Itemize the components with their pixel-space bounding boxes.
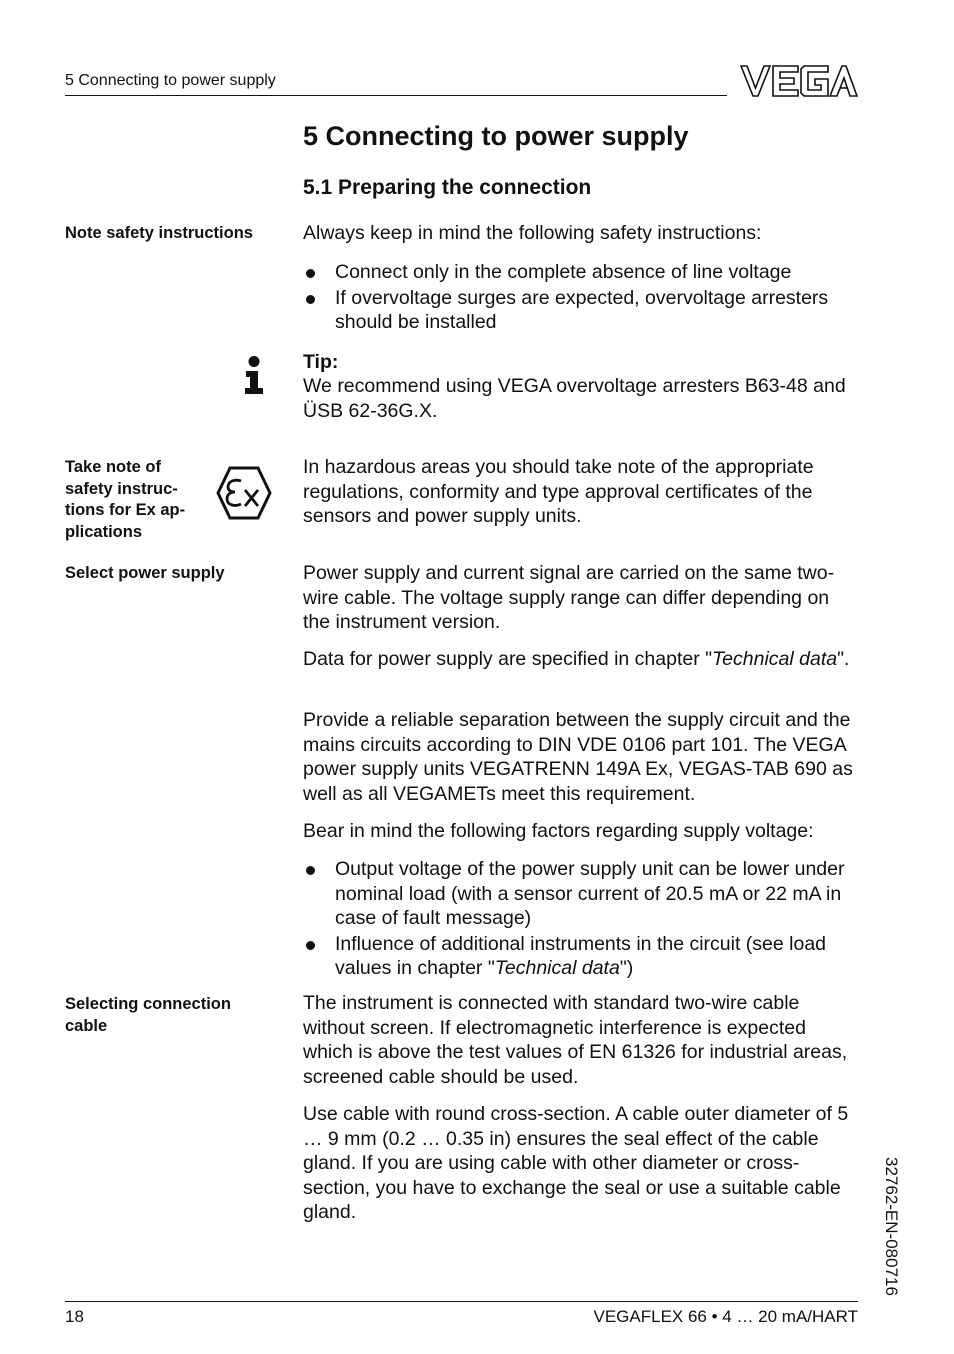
side-label-ex bbox=[65, 457, 185, 543]
page-number: 18 bbox=[65, 1307, 84, 1326]
ex-text: In hazardous areas you should take note of the appropriate regulations, conformity and type approval certificates of the sensors and power supply units. bbox=[303, 456, 814, 527]
list-item: Output voltage of the power supply unit can be lower under nominal load (with a sensor current of 20.5 mA or 22 mA in case of fault message) bbox=[303, 857, 861, 931]
text-run: ") bbox=[619, 957, 634, 979]
list-item: If overvoltage surges are expected, overvoltage arresters should be installed bbox=[303, 286, 861, 335]
info-icon bbox=[243, 355, 265, 395]
footer-product: VEGAFLEX 66 • 4 … 20 mA/HART bbox=[593, 1307, 858, 1326]
list-item bbox=[303, 932, 861, 981]
safety-intro: Always keep in mind the following safety instructions: bbox=[303, 222, 762, 244]
text-run: Influence of additional instruments in the circuit (see load values in chapter " bbox=[335, 932, 827, 979]
text-run: ". bbox=[837, 648, 850, 670]
chapter-title: 5 Connecting to power supply bbox=[303, 121, 689, 151]
cable-paragraph-2: Use cable with round cross-section. A cable outer diameter of 5 … 9 mm (0.2 … 0.35 in) ensures the seal effect of the cable gland. If you are using cable with other diameter or cross-section, you have to exchange the seal or use a suitable cable gland. bbox=[303, 1103, 849, 1223]
power-paragraph-3: Provide a reliable separation between the supply circuit and the mains circuits according to DIN VDE 0106 part 101. The VEGA power supply units VEGATRENN 149A Ex, VEGAS-TAB 690 as well as all VEGAMETs meet this requirement. bbox=[303, 709, 853, 805]
side-label-line: tions for Ex ap- bbox=[65, 501, 186, 519]
side-label-note-safety: Note safety instructions bbox=[65, 224, 253, 242]
document-code-text: 32762-EN-080716 bbox=[882, 1157, 901, 1296]
side-label-line: Selecting connection bbox=[65, 995, 231, 1013]
ex-hazard-icon bbox=[216, 466, 272, 520]
power-paragraph-1: Power supply and current signal are carried on the same two-wire cable. The voltage supply range can differ depending on the instrument version. bbox=[303, 562, 835, 633]
voltage-bullet-list bbox=[303, 857, 861, 982]
tip-label: Tip: bbox=[303, 351, 339, 373]
side-label-line: plications bbox=[65, 522, 143, 541]
footer-rule bbox=[65, 1301, 858, 1302]
text-run: Data for power supply are specified in chapter " bbox=[303, 648, 713, 670]
running-header: 5 Connecting to power supply bbox=[65, 72, 276, 89]
side-label-line: safety instruc- bbox=[65, 479, 178, 498]
technical-data-reference: Technical data bbox=[494, 957, 620, 979]
cable-paragraph-1: The instrument is connected with standard two-wire cable without screen. If electromagnetic interference is expected which is above the test values of EN 61326 for industrial areas, screened cable should be used. bbox=[303, 992, 848, 1088]
list-item: Connect only in the complete absence of line voltage bbox=[303, 260, 861, 285]
safety-bullet-list bbox=[303, 260, 861, 336]
side-label-cable bbox=[65, 994, 231, 1037]
side-label-line: Take note of bbox=[65, 458, 161, 476]
power-paragraph-2 bbox=[303, 647, 861, 672]
side-label-select-power: Select power supply bbox=[65, 564, 225, 582]
header-rule bbox=[65, 95, 727, 96]
side-label-line: cable bbox=[65, 1016, 108, 1035]
document-code bbox=[876, 1157, 902, 1307]
technical-data-reference: Technical data bbox=[712, 648, 838, 670]
power-paragraph-4: Bear in mind the following factors regarding supply voltage: bbox=[303, 820, 814, 842]
vega-logo bbox=[740, 64, 858, 98]
section-title: 5.1 Preparing the connection bbox=[303, 176, 592, 199]
tip-text: We recommend using VEGA overvoltage arresters B63-48 and ÜSB 62-36G.X. bbox=[303, 375, 846, 422]
